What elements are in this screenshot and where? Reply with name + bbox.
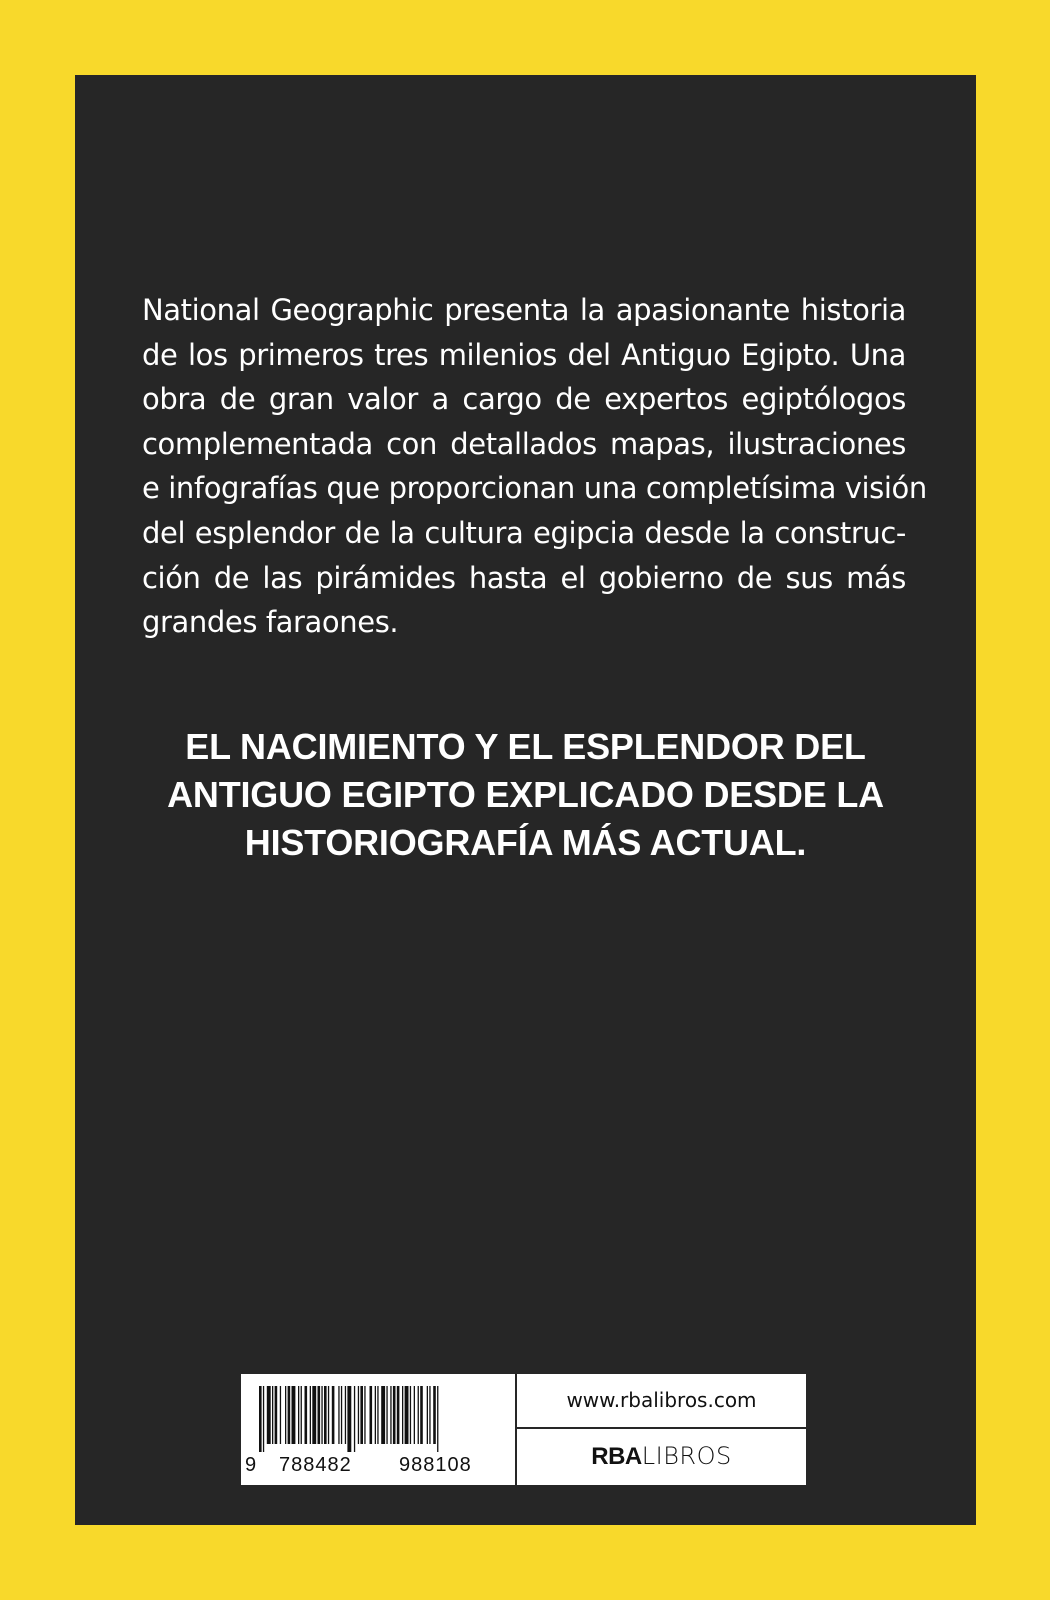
barcode-publisher-box [239, 1372, 808, 1487]
barcode-bar [332, 1386, 335, 1444]
back-cover-blurb [142, 288, 927, 645]
blurb-line: ción de las pirámides hasta el gobierno de sus más [142, 560, 906, 595]
barcode-bar [301, 1386, 302, 1444]
logo-light-text: LIBROS [641, 1442, 732, 1470]
tagline-line: ANTIGUO EGIPTO EXPLICADO DESDE LA [167, 774, 884, 815]
barcode-bar [347, 1386, 351, 1452]
barcode-bar [310, 1386, 311, 1444]
barcode-bar [259, 1386, 262, 1452]
barcode-bar [280, 1386, 281, 1444]
barcode-bar [354, 1386, 355, 1452]
barcode-bar [420, 1386, 423, 1444]
barcode-bar [402, 1386, 403, 1444]
barcode-bar [370, 1386, 373, 1444]
publisher-area [517, 1374, 806, 1485]
isbn-prefix: 9 [245, 1454, 258, 1476]
barcode-bar [288, 1386, 291, 1444]
barcode-bar [433, 1386, 436, 1444]
barcode-bar [321, 1386, 322, 1444]
blurb-line: complementada con detallados mapas, ilustraciones [142, 426, 906, 461]
barcode-bar [390, 1386, 391, 1444]
barcode-bar [364, 1386, 365, 1444]
blurb-line: National Geographic presenta la apasionante historia [142, 293, 906, 327]
barcode-bar [375, 1386, 376, 1444]
barcode-bar [397, 1386, 400, 1444]
barcode-bar [292, 1386, 296, 1444]
barcode-bar [324, 1386, 327, 1444]
tagline-line: EL NACIMIENTO Y EL ESPLENDOR DEL [185, 726, 866, 767]
barcode-bar [267, 1386, 271, 1444]
barcode-bar [393, 1386, 396, 1444]
barcode-bar [285, 1386, 286, 1444]
barcode-bar [405, 1386, 409, 1444]
barcode-bar [318, 1386, 321, 1444]
tagline [75, 723, 976, 867]
barcode-bar [381, 1386, 385, 1444]
barcode-bar [418, 1386, 419, 1444]
barcode-bars [259, 1386, 499, 1452]
barcode-bar [358, 1386, 359, 1444]
barcode-bar [305, 1386, 308, 1444]
barcode-bar [386, 1386, 387, 1444]
blurb-line: obra de gran valor a cargo de expertos egiptólogos [142, 382, 906, 417]
barcode-bar [437, 1386, 438, 1452]
isbn-group-right: 988108 [399, 1454, 472, 1476]
barcode-bar [341, 1386, 342, 1444]
barcode-bar [328, 1386, 329, 1444]
barcode-bar [414, 1386, 415, 1444]
blurb-line: del esplendor de la cultura egipcia desde la construc- [142, 515, 906, 550]
barcode-bar [429, 1386, 430, 1444]
isbn-group-left: 788482 [279, 1454, 352, 1476]
barcode-bar [360, 1386, 363, 1444]
barcode-bar [312, 1386, 316, 1444]
barcode-bar [272, 1386, 273, 1444]
barcode-bar [338, 1386, 339, 1444]
blurb-line: de los primeros tres milenios del Antiguo Egipto. Una [142, 337, 906, 372]
barcode-bar [298, 1386, 299, 1444]
barcode-bar [275, 1386, 278, 1444]
publisher-logo [517, 1429, 806, 1485]
barcode-bar [427, 1386, 428, 1444]
barcode [241, 1374, 517, 1485]
logo-bold-text: RBA [591, 1443, 642, 1470]
barcode-bar [377, 1386, 378, 1444]
barcode-bar [263, 1386, 264, 1452]
tagline-line: HISTORIOGRAFÍA MÁS ACTUAL. [244, 822, 807, 863]
barcode-bar [345, 1386, 346, 1444]
publisher-url[interactable]: www.rbalibros.com [517, 1374, 806, 1429]
blurb-line: e infografías que proporcionan una completísima visión [142, 471, 927, 506]
barcode-bar [410, 1386, 411, 1444]
blurb-line: grandes faraones. [142, 605, 399, 640]
